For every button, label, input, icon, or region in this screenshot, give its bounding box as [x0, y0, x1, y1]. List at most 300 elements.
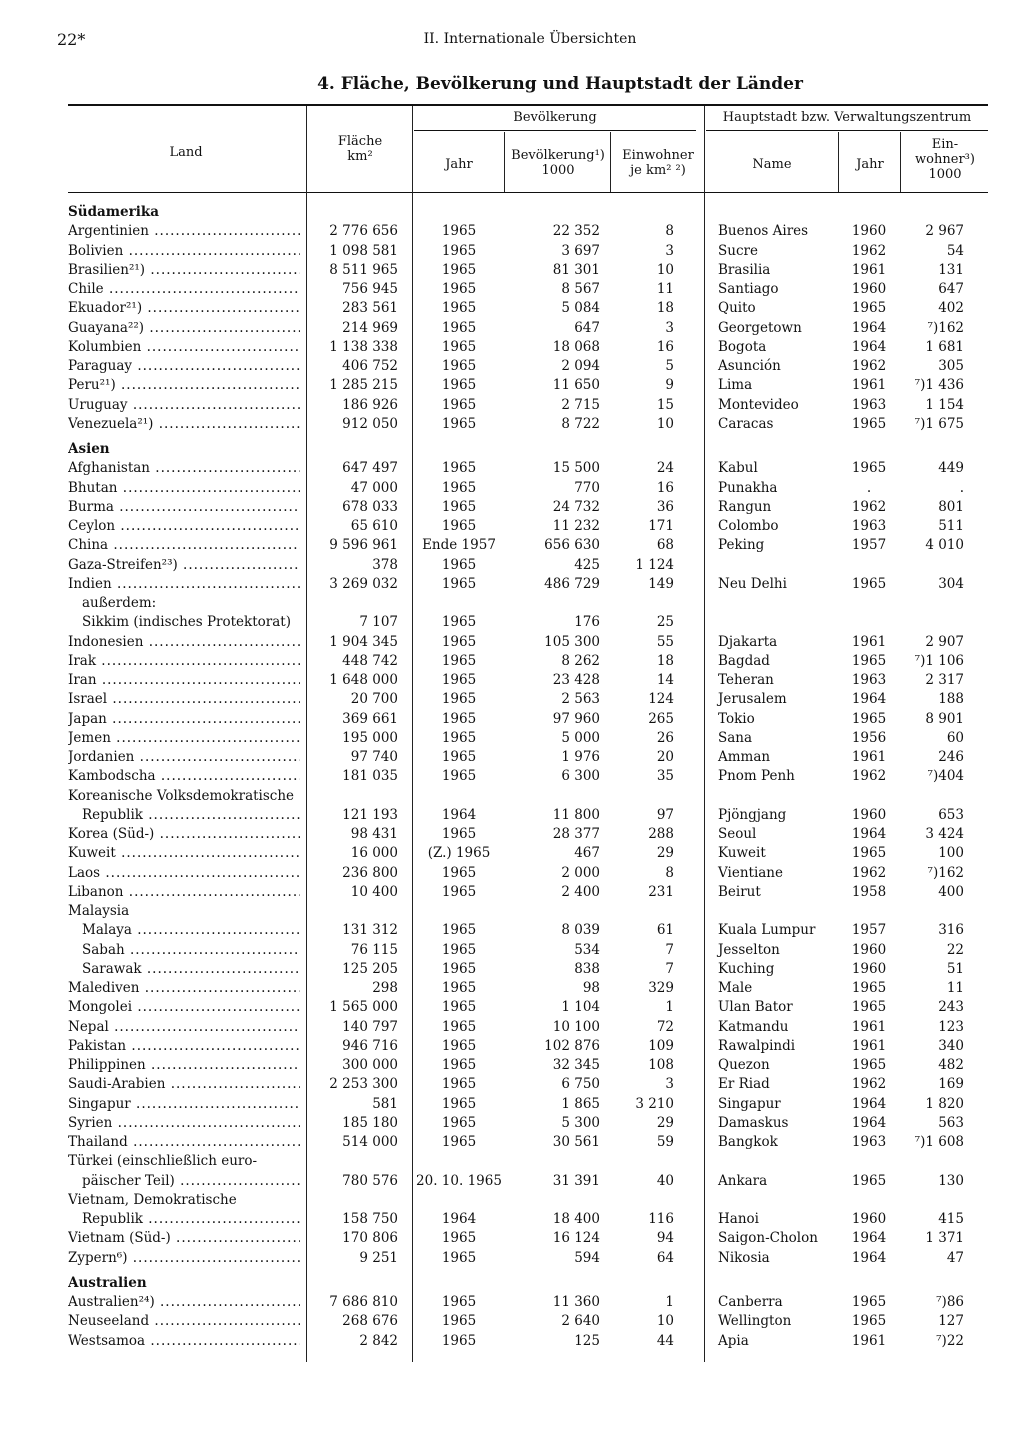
- year-value: 1965: [441, 1333, 477, 1349]
- population-value: 838: [574, 961, 600, 977]
- capital-population: 22: [946, 942, 964, 958]
- capital-year: 1964: [851, 320, 887, 336]
- density-value: 94: [656, 1230, 674, 1246]
- population-value: 97 960: [552, 711, 600, 727]
- population-value: 11 650: [552, 377, 600, 393]
- area-value: 98 431: [350, 826, 398, 842]
- population-value: 1 976: [561, 749, 600, 765]
- header-land: Land: [169, 145, 203, 160]
- year-value: 1965: [441, 281, 477, 297]
- year-value: 1965: [441, 1057, 477, 1073]
- country-name: China .....: [68, 537, 300, 553]
- country-name: Westsamoa .....: [68, 1333, 300, 1349]
- population-value: 18 400: [552, 1211, 600, 1227]
- country-name: Jemen .....: [68, 730, 300, 746]
- population-value: 656 630: [544, 537, 600, 553]
- density-value: 8: [665, 865, 674, 881]
- capital-year: 1965: [851, 576, 887, 592]
- year-value: 1965: [441, 499, 477, 515]
- density-value: 26: [656, 730, 674, 746]
- area-value: 158 750: [342, 1211, 398, 1227]
- country-name: Vietnam (Süd-) .....: [68, 1230, 300, 1246]
- country-name: Argentinien .....: [68, 223, 300, 239]
- country-name: Venezuela²¹) .....: [68, 416, 300, 432]
- density-value: 288: [648, 826, 674, 842]
- capital-year: 1961: [851, 749, 887, 765]
- table-row: [0, 339, 1024, 358]
- density-value: 8: [665, 223, 674, 239]
- table-row: [0, 653, 1024, 672]
- capital-population: 60: [946, 730, 964, 746]
- running-head: II. Internationale Übersichten: [423, 31, 637, 47]
- capital-name: Quito: [718, 300, 756, 316]
- population-value: 31 391: [552, 1173, 600, 1189]
- capital-name: Amman: [718, 749, 771, 765]
- country-name: Gaza-Streifen²³) .....: [68, 557, 300, 573]
- capital-population: 563: [938, 1115, 964, 1131]
- capital-population: ⁷)22: [936, 1333, 964, 1349]
- population-value: 32 345: [552, 1057, 600, 1073]
- capital-name: Kabul: [718, 460, 758, 476]
- capital-population: 316: [938, 922, 964, 938]
- year-value: 1965: [441, 416, 477, 432]
- population-value: 5 084: [561, 300, 600, 316]
- capital-population: 188: [938, 691, 964, 707]
- capital-name: Canberra: [718, 1294, 783, 1310]
- year-value: 1965: [441, 223, 477, 239]
- capital-name: Damaskus: [718, 1115, 789, 1131]
- capital-name: Kuala Lumpur: [718, 922, 816, 938]
- country-name: Philippinen .....: [68, 1057, 300, 1073]
- capital-population: ⁷)1 608: [914, 1134, 964, 1150]
- country-name: Nepal .....: [68, 1019, 300, 1035]
- capital-year: 1965: [851, 653, 887, 669]
- year-value: 1965: [441, 942, 477, 958]
- population-value: 3 697: [561, 243, 600, 259]
- density-value: 11: [656, 281, 674, 297]
- capital-population: 131: [938, 262, 964, 278]
- capital-population: 449: [938, 460, 964, 476]
- year-value: 1965: [441, 1019, 477, 1035]
- capital-name: Ulan Bator: [718, 999, 793, 1015]
- capital-year: 1965: [851, 1173, 887, 1189]
- capital-name: Seoul: [718, 826, 757, 842]
- density-value: 124: [648, 691, 674, 707]
- year-value: 1965: [441, 320, 477, 336]
- capital-name: Georgetown: [718, 320, 802, 336]
- capital-population: 8 901: [925, 711, 964, 727]
- area-value: 378: [372, 557, 398, 573]
- year-value: 1965: [441, 614, 477, 630]
- area-value: 1 138 338: [329, 339, 398, 355]
- year-value: 1965: [441, 243, 477, 259]
- year-value: 1965: [441, 653, 477, 669]
- table-row: [0, 634, 1024, 653]
- area-value: 946 716: [342, 1038, 398, 1054]
- capital-population: 54: [946, 243, 964, 259]
- capital-name: Er Riad: [718, 1076, 770, 1092]
- year-value: 1965: [441, 768, 477, 784]
- capital-name: Tokio: [718, 711, 755, 727]
- table-row: [0, 518, 1024, 537]
- country-name: Zypern⁶) .....: [68, 1250, 300, 1266]
- capital-population: 1 371: [925, 1230, 964, 1246]
- capital-name: Nikosia: [718, 1250, 770, 1266]
- capital-year: 1962: [851, 499, 887, 515]
- table-row: [0, 320, 1024, 339]
- capital-year: 1961: [851, 377, 887, 393]
- year-value: 1964: [441, 807, 477, 823]
- density-value: 14: [656, 672, 674, 688]
- capital-name: Rangun: [718, 499, 772, 515]
- section-title: Asien: [68, 441, 110, 457]
- capital-year: 1965: [851, 980, 887, 996]
- year-value: 1965: [441, 691, 477, 707]
- capital-name: Hanoi: [718, 1211, 759, 1227]
- capital-population: 3 424: [925, 826, 964, 842]
- density-value: 29: [656, 1115, 674, 1131]
- table-row: [0, 576, 1024, 595]
- capital-population: 1 681: [925, 339, 964, 355]
- population-value: 176: [574, 614, 600, 630]
- density-value: 36: [656, 499, 674, 515]
- year-value: 1965: [441, 557, 477, 573]
- capital-year: 1965: [851, 999, 887, 1015]
- country-name: Uruguay .....: [68, 397, 300, 413]
- country-name: Thailand .....: [68, 1134, 300, 1150]
- header-hs-einw-c: 1000: [928, 167, 962, 182]
- country-name: Indonesien .....: [68, 634, 300, 650]
- area-value: 2 776 656: [329, 223, 398, 239]
- capital-year: 1961: [851, 1038, 887, 1054]
- capital-year: 1963: [851, 1134, 887, 1150]
- table-row: [0, 672, 1024, 691]
- capital-name: Jerusalem: [718, 691, 787, 707]
- bev-rule: [414, 130, 696, 131]
- population-value: 425: [574, 557, 600, 573]
- population-value: 11 360: [552, 1294, 600, 1310]
- table-row: [0, 826, 1024, 845]
- capital-population: 11: [946, 980, 964, 996]
- capital-year: 1961: [851, 1333, 887, 1349]
- population-value: 1 104: [561, 999, 600, 1015]
- capital-year: 1960: [851, 281, 887, 297]
- table-row: [0, 480, 1024, 499]
- density-value: 24: [656, 460, 674, 476]
- capital-year: 1964: [851, 1096, 887, 1112]
- capital-population: 801: [938, 499, 964, 515]
- year-value: 1965: [441, 672, 477, 688]
- year-value: 1965: [441, 300, 477, 316]
- table-row: [0, 460, 1024, 479]
- area-value: 1 285 215: [329, 377, 398, 393]
- capital-population: 511: [938, 518, 964, 534]
- population-value: 10 100: [552, 1019, 600, 1035]
- density-value: 44: [656, 1333, 674, 1349]
- area-value: 581: [372, 1096, 398, 1112]
- density-value: 329: [648, 980, 674, 996]
- header-hauptstadt: Hauptstadt bzw. Verwaltungszentrum: [722, 110, 972, 125]
- area-value: 47 000: [350, 480, 398, 496]
- year-value: 1965: [441, 576, 477, 592]
- country-name: Irak .....: [68, 653, 300, 669]
- country-name: Pakistan .....: [68, 1038, 300, 1054]
- area-value: 236 800: [342, 865, 398, 881]
- vline-6: [838, 132, 839, 192]
- capital-population: 246: [938, 749, 964, 765]
- table-row: [0, 1333, 1024, 1352]
- table-row: [0, 281, 1024, 300]
- section-heading: [0, 1275, 1024, 1294]
- country-name: Sarawak .....: [82, 961, 300, 977]
- capital-population: ⁷)1 675: [914, 416, 964, 432]
- year-value: 1965: [441, 1250, 477, 1266]
- capital-year: 1961: [851, 262, 887, 278]
- capital-name: Quezon: [718, 1057, 770, 1073]
- capital-year: 1965: [851, 416, 887, 432]
- year-value: 1965: [441, 1096, 477, 1112]
- density-value: 3: [665, 243, 674, 259]
- density-value: 3: [665, 320, 674, 336]
- capital-name: Asunción: [718, 358, 781, 374]
- country-name: Sabah .....: [82, 942, 300, 958]
- country-name: Burma .....: [68, 499, 300, 515]
- density-value: 68: [656, 537, 674, 553]
- area-value: 300 000: [342, 1057, 398, 1073]
- population-value: 81 301: [552, 262, 600, 278]
- page-number: 22*: [57, 30, 86, 49]
- capital-year: 1964: [851, 1115, 887, 1131]
- capital-year: 1956: [851, 730, 887, 746]
- capital-year: 1964: [851, 1250, 887, 1266]
- capital-population: 243: [938, 999, 964, 1015]
- density-value: 29: [656, 845, 674, 861]
- density-value: 149: [648, 576, 674, 592]
- area-value: 20 700: [350, 691, 398, 707]
- year-value: 1965: [441, 1294, 477, 1310]
- country-name: Laos .....: [68, 865, 300, 881]
- capital-year: 1957: [851, 537, 887, 553]
- year-value: 1965: [441, 1313, 477, 1329]
- country-name: Peru²¹) .....: [68, 377, 300, 393]
- table-row: [0, 1250, 1024, 1269]
- area-value: 97 740: [350, 749, 398, 765]
- density-value: 10: [656, 416, 674, 432]
- population-value: 1 865: [561, 1096, 600, 1112]
- year-value: 1965: [441, 634, 477, 650]
- table-row: [0, 1153, 1024, 1172]
- area-value: 1 904 345: [329, 634, 398, 650]
- capital-population: 51: [946, 961, 964, 977]
- capital-population: 123: [938, 1019, 964, 1035]
- capital-population: 304: [938, 576, 964, 592]
- capital-population: 647: [938, 281, 964, 297]
- capital-name: Rawalpindi: [718, 1038, 796, 1054]
- capital-year: .: [866, 480, 872, 496]
- country-name: Korea (Süd-) .....: [68, 826, 300, 842]
- table-row: [0, 1230, 1024, 1249]
- capital-year: 1963: [851, 518, 887, 534]
- table-row: [0, 980, 1024, 999]
- vline-7: [900, 132, 901, 192]
- capital-year: 1965: [851, 300, 887, 316]
- country-name: Koreanische Volksdemokratische: [68, 788, 295, 804]
- capital-year: 1960: [851, 1211, 887, 1227]
- capital-year: 1962: [851, 865, 887, 881]
- density-value: 20: [656, 749, 674, 765]
- area-value: 195 000: [342, 730, 398, 746]
- capital-name: Jesselton: [718, 942, 780, 958]
- country-name: Republik .....: [82, 1211, 300, 1227]
- area-value: 7 107: [359, 614, 398, 630]
- capital-year: 1965: [851, 1294, 887, 1310]
- header-name: Name: [752, 157, 792, 172]
- population-value: 8 722: [561, 416, 600, 432]
- year-value: 1965: [441, 749, 477, 765]
- density-value: 72: [656, 1019, 674, 1035]
- capital-population: 4 010: [925, 537, 964, 553]
- capital-name: Teheran: [718, 672, 774, 688]
- table-row: [0, 1076, 1024, 1095]
- country-name: Mongolei .....: [68, 999, 300, 1015]
- population-value: 2 000: [561, 865, 600, 881]
- capital-name: Kuching: [718, 961, 775, 977]
- year-value: (Z.) 1965: [427, 845, 491, 861]
- country-name: Syrien .....: [68, 1115, 300, 1131]
- capital-year: 1962: [851, 358, 887, 374]
- capital-population: 653: [938, 807, 964, 823]
- population-value: 8 567: [561, 281, 600, 297]
- capital-population: 2 907: [925, 634, 964, 650]
- density-value: 16: [656, 480, 674, 496]
- capital-name: Wellington: [718, 1313, 792, 1329]
- capital-name: Montevideo: [718, 397, 799, 413]
- capital-name: Punakha: [718, 480, 778, 496]
- table-row: [0, 499, 1024, 518]
- capital-population: 1 820: [925, 1096, 964, 1112]
- country-name: Bolivien .....: [68, 243, 300, 259]
- country-name: außerdem:: [82, 595, 157, 611]
- population-value: 30 561: [552, 1134, 600, 1150]
- year-value: 1965: [441, 1076, 477, 1092]
- year-value: 1965: [441, 922, 477, 938]
- country-name: Republik .....: [82, 807, 300, 823]
- density-value: 59: [656, 1134, 674, 1150]
- capital-name: Vientiane: [718, 865, 783, 881]
- capital-year: 1958: [851, 884, 887, 900]
- area-value: 298: [372, 980, 398, 996]
- density-value: 108: [648, 1057, 674, 1073]
- capital-name: Pjöngjang: [718, 807, 787, 823]
- area-value: 912 050: [342, 416, 398, 432]
- header-bev-1000-b: 1000: [541, 163, 575, 178]
- area-value: 9 596 961: [329, 537, 398, 553]
- year-value: 1965: [441, 980, 477, 996]
- year-value: Ende 1957: [422, 537, 496, 553]
- population-value: 2 640: [561, 1313, 600, 1329]
- density-value: 97: [656, 807, 674, 823]
- density-value: 64: [656, 1250, 674, 1266]
- table-row: [0, 788, 1024, 807]
- capital-year: 1962: [851, 1076, 887, 1092]
- year-value: 1965: [441, 358, 477, 374]
- area-value: 125 205: [342, 961, 398, 977]
- area-value: 76 115: [350, 942, 398, 958]
- density-value: 265: [648, 711, 674, 727]
- year-value: 1965: [441, 480, 477, 496]
- capital-name: Apia: [718, 1333, 749, 1349]
- capital-population: 47: [946, 1250, 964, 1266]
- year-value: 1965: [441, 1230, 477, 1246]
- capital-population: ⁷)162: [927, 865, 964, 881]
- population-value: 28 377: [552, 826, 600, 842]
- capital-name: Bogota: [718, 339, 767, 355]
- country-name: Israel .....: [68, 691, 300, 707]
- density-value: 16: [656, 339, 674, 355]
- header-bottom-rule: [68, 192, 988, 193]
- table-row: [0, 537, 1024, 556]
- capital-population: ⁷)1 106: [914, 653, 964, 669]
- table-row: [0, 749, 1024, 768]
- vline-3: [504, 132, 505, 192]
- capital-name: Pnom Penh: [718, 768, 795, 784]
- country-name: Malediven .....: [68, 980, 300, 996]
- country-name: Libanon .....: [68, 884, 300, 900]
- country-name: Kolumbien .....: [68, 339, 300, 355]
- population-value: 22 352: [552, 223, 600, 239]
- table-row: [0, 1115, 1024, 1134]
- country-name: Jordanien .....: [68, 749, 300, 765]
- population-value: 98: [582, 980, 600, 996]
- area-value: 283 561: [342, 300, 398, 316]
- country-name: Vietnam, Demokratische: [68, 1192, 237, 1208]
- year-value: 1965: [441, 826, 477, 842]
- capital-year: 1960: [851, 223, 887, 239]
- country-name: Brasilien²¹) .....: [68, 262, 300, 278]
- year-value: 1965: [441, 1115, 477, 1131]
- table-row: [0, 243, 1024, 262]
- capital-year: 1965: [851, 845, 887, 861]
- density-value: 25: [656, 614, 674, 630]
- capital-population: 2 967: [925, 223, 964, 239]
- year-value: 1965: [441, 961, 477, 977]
- area-value: 185 180: [342, 1115, 398, 1131]
- section-heading: [0, 204, 1024, 223]
- year-value: 1965: [441, 1038, 477, 1054]
- header-hs-jahr: Jahr: [856, 157, 884, 172]
- year-value: 1965: [441, 730, 477, 746]
- country-name: Australien²⁴) .....: [68, 1294, 300, 1310]
- population-value: 6 300: [561, 768, 600, 784]
- table-row: [0, 999, 1024, 1018]
- population-value: 486 729: [544, 576, 600, 592]
- capital-name: Caracas: [718, 416, 774, 432]
- population-value: 8 039: [561, 922, 600, 938]
- capital-population: ⁷)86: [936, 1294, 964, 1310]
- area-value: 3 269 032: [329, 576, 398, 592]
- density-value: 18: [656, 653, 674, 669]
- population-value: 24 732: [552, 499, 600, 515]
- capital-year: 1957: [851, 922, 887, 938]
- capital-name: Bagdad: [718, 653, 770, 669]
- country-name: Kuweit .....: [68, 845, 300, 861]
- capital-name: Singapur: [718, 1096, 781, 1112]
- header-jahr: Jahr: [445, 157, 473, 172]
- area-value: 2 253 300: [329, 1076, 398, 1092]
- area-value: 186 926: [342, 397, 398, 413]
- year-value: 1965: [441, 711, 477, 727]
- header-hs-einw-a: Ein-: [931, 137, 959, 152]
